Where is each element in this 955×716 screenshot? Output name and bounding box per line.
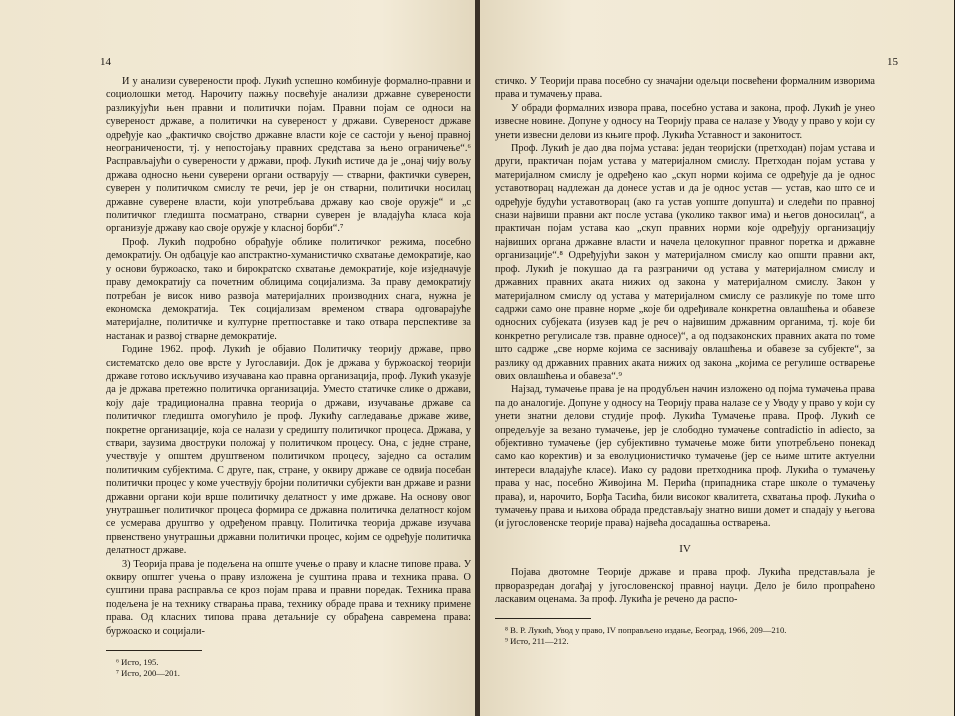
paragraph: Најзад, тумачење права је на продубљен начин изложено од појма тумачења права па до аналогије. Допуне у односу на Теорију права налазе се у Уводу у право у који су унети знатни делови студије проф. Лукића Тумачење права. Проф. Лукић се опредељује за везано тумачење, јер је слободно тумачење contradictio in adiecto, за објективно тумачење (јер субјективно тумачење може бити употребљено понекад само као коректив) и за еволуционистичко тумачење (јер се њиме штите актуелни интереси владајуће класе). Иако су радови претходника проф. Лукића о тумачењу права у нас, посебно Живојина М. Перића (припадника старе школе о тумачењу права), и, нарочито, Борђа Тасића, били високог квалитета, схватања проф. Лукића о тумачењу права и њихова обрада представљају знатно виши домет и спадају у његова (и југословенске теорије права) највећа досадашња остварења. xyxy=(495,384,875,530)
paragraph: Проф. Лукић је дао два појма устава: један теоријски (претходан) појам устава и други, практичан појам устава у материјалном смислу. Претходан појам устава у материјалном смислу је одређено као „скуп норми којима се одређује да је однос уставотворац надлежан да донесе устав и да је однос устав — устав, као што се и одређује будући уставотворац (ако га устав уопште допушта) и следећи по правној снази највиши правни акт после устава (уколико таквог има) и његов доносилац“, а практичан појам устава као „скуп правних норми које одређују организацију највиших органа државне власти и начела целокупног правног поретка и државне организације“.⁸ Одређујући закон у материјалном смислу као општи правни акт, проф. Лукић је покушао да га разграничи од устава у материјалном смислу и државних правних аката нижих од закона у материјалном смислу. Закон у материјалном смислу од устава у материјалном смислу се разликује по томе што садржи само оне правне норме „које би одређивале конкретна овлашћења и обавезе односних субјеката (изузев кад је реч о највишим државним органима, тј. које би конкретно регулисале тзв. правне односе)“, а од подзаконских правних аката по томе што садрже „све норме којима се заснивају овлашћења и обавезе за субјекте“, за разлику од државних правних аката нижих од закона „којима се регулише остварење ових овлашћења и обавеза“.⁹ xyxy=(495,143,875,382)
left-page xyxy=(0,0,477,716)
footnote: ⁷ Исто, 200—201. xyxy=(116,668,180,679)
footnote: ⁶ Исто, 195. xyxy=(116,657,159,668)
paragraph: У обради формалних извора права, посебно устава и закона, проф. Лукић је унео извесне новине. Допуне у односу на Теорију права се налазе у Уводу у право у који су унети извесни делови из књиге проф. Лукића Уставност и законитост. xyxy=(495,102,875,141)
paragraph: Појава двотомне Теорије државе и права проф. Лукића представљала је прворазредан догађај у југословенској правној науци. Дело је било пропраћено ласкавим оценама. За проф. Лукића је речено да распо- xyxy=(495,567,875,606)
paragraph: стичко. У Теорији права посебно су значајни одељци посвећени формалним изворима права и тумачењу права. xyxy=(495,76,875,101)
page-number: 14 xyxy=(100,56,111,68)
right-page xyxy=(477,0,954,716)
footnote: ⁹ Исто, 211—212. xyxy=(505,636,569,647)
book-gutter xyxy=(475,0,480,716)
paragraph: 3) Теорија права је подељена на опште учење о праву и класне типове права. У оквиру општег учења о праву изложена је суштина права и техника права. О суштини права расправља се кроз појам права и правни поредак. Техника права подељена је на технику стварања права, технику обраде права и технику примене права. Од класних типова права детаљније су обрађена савремена права: буржоаско и социјали- xyxy=(106,558,471,637)
paragraph: Проф. Лукић подробно обрађује облике политичког режима, посебно демократију. Он одбацује као апстрактно-хуманистичко схватање демократије, као у основи буржоаско, тако и бирократско схватање демократије, које изједначује праву демократију са почетним облицима социјализма. За праву демократију потребан је висок ниво развоја материјалних производних снага, нужна је економска демократија. Тек социјализам временом ствара одговарајуће материјалне, политичке и културне претпоставке и тако отвара перспективе за настанак и развој стварне демократије. xyxy=(106,236,471,342)
footnote-divider xyxy=(106,650,202,651)
footnote-divider xyxy=(495,618,591,619)
page-number: 15 xyxy=(887,56,898,68)
section-heading: IV xyxy=(679,542,691,555)
body-text xyxy=(495,75,875,647)
footnote: ⁸ В. Р. Лукић, Увод у право, IV поправљено издање, Београд, 1966, 209—210. xyxy=(505,625,787,636)
paragraph: И у анализи суверености проф. Лукић успешно комбинује формално-правни и социолошки метод. Нарочиту пажњу посвећује анализи државне суверености разликујући њен правни и политички појам. Правни појам се односи на сувереност државе, а политички на сувереност у држави. Сувереност државе одређује као „фактичко својство државне власти које се састоји у њеној правној неограничености, тј. у непостојању правних средстава за њено ограничење“.⁶ Расправљајући о суверености у држави, проф. Лукић истиче да је „онај чију вољу држава односно њени суверени органи остварују — стварни, фактички суверен, суверен у политичком смислу те речи, јер је он стварни, политички носилац државне суверене власти, који употребљава државу као своје оружје“ и „с политичког гледишта посматрано, стварни суверен је владајућа класа која организује државу као своје оружје у класној борби“.⁷ xyxy=(106,76,471,235)
body-text xyxy=(106,75,471,679)
paragraph: Године 1962. проф. Лукић је објавио Политичку теорију државе, прво систематско дело ове врсте у Југославији. Док је држава у буржоаској теорији државе готово искључиво изучавана као правна организација, проф. Лукић указује да је држава претежно политичка организација. Уместо статичке слике о држави, коју даје традиционална правна теорија о држави, изучавање државе са политичког гледишта омогућило је проф. Лукићу сагледавање државе живе, покретне организације, која се налази у средишту политичког процеса. Држава, у ствари, заузима двоструки положај у политичком процесу. Она, с једне стране, учествује у општем друштвеном политичком процесу, заједно са осталим политичким субјектима. С друге, пак, стране, у оквиру државе се одвија посебан политички процес у коме учествују бројни политички субјекти ван државе и разни државни органи који врше политичку делатност у име државе. На основу овог унутрашњег политичког процеса формира се државна политичка делатност којом се усмерава друштво у одређеном правцу. Политичка теорија државе изучава првенствено унутрашњи државни политички процес, којим се одређује политичка делатност државе. xyxy=(106,344,471,557)
